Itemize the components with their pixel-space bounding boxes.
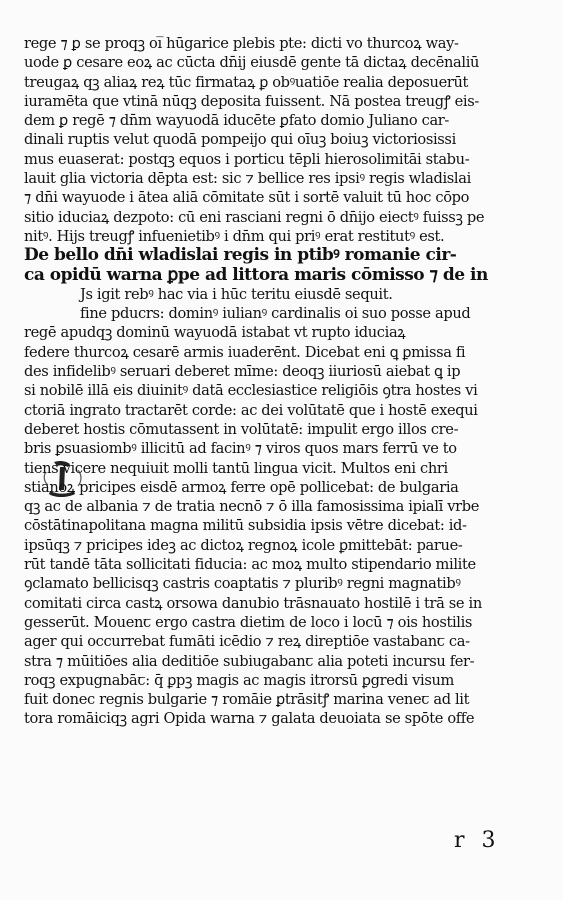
text-line: sitio iduciaꝝ dezpoto: cū eni rasciani regni ō dn̄ijo eiectꝰ fuissꝫ pe [24, 208, 485, 226]
text-line: gesserūt. Mouenꞇ ergo castra dietim de loco i locū ⁊ ois hostilis [24, 613, 473, 631]
text-line: rūt tandē tāta sollicitati fiducia: ac moꝝ multo stipendario milite [24, 556, 476, 574]
text-line: dinali ruptis velut quodā pompeijo qui oīuꝫ boiuꝫ victoriosissi [24, 131, 456, 149]
text-line: dem ꝑ regē ⁊ dn̄m wayuodā iducēte ꝑfato domio Juliano car- [24, 112, 450, 130]
text-line: stianoꝝ pricipes eisdē armoꝝ ferre opē pollicebat: de bulgaria [24, 478, 459, 496]
text-line: bris ꝑsuasiombꝰ illicitū ad facinꝰ ⁊ viros quos mars ferrū ve to [24, 440, 457, 458]
text-line: qꝫ ac de albania ⁊ de tratia necnō ⁊ ō illa famosissima ipialī vrbe [24, 498, 479, 516]
chapter-heading-line: De bello dn̄i wladislai regis in ptibꝰ romanie cir- [24, 246, 457, 266]
text-line: ⁊ dn̄i wayuode i ātea aliā cōmitate sūt i sortē valuit tū hoc cōpo [24, 189, 470, 207]
text-line: ctoriā ingrato tractarēt corde: ac dei volūtatē que i hostē exequi [24, 401, 478, 419]
text-line: stra ⁊ mūitiōes alia deditiōe subiugabanꞇ alia poteti incursu fer- [24, 652, 475, 670]
chapter-heading-line: ca opidū warna ꝑpe ad littora maris cōmisso ⁊ de in [24, 265, 488, 285]
text-line: deberet hostis cōmutassent in volūtatē: impulit ergo illos cre- [24, 420, 459, 438]
text-line: des infidelibꝰ seruari deberet mīme: deoqꝫ iiuriosū aiebat ꝗ ip [24, 363, 461, 381]
text-block [24, 34, 524, 729]
text-line: si nobilē illā eis diuinitꝰ datā ecclesiastice religiōis ꝯtra hostes vi [24, 382, 478, 400]
text-line: nitꝰ. Hijs treugꝭ infuenietibꝰ i dn̄m qui priꝰ erat restitutꝰ est. [24, 227, 445, 245]
text-line: tora romāiciqꝫ agri Opida warna ⁊ galata deuoiata se spōte offe [24, 710, 475, 728]
text-line: ipsūqꝫ ⁊ pricipes ideꝫ ac dictoꝝ regnoꝝ icole ꝑmittebāt: parue- [24, 536, 463, 554]
text-line: treugaꝝ qꝫ aliaꝝ reꝝ tūc firmataꝝ ꝑ obꝰuatiōe realia deposuerūt [24, 73, 469, 91]
text-line: ꝯclamato bellicisqꝫ castris coaptatis ⁊ pluribꝰ regni magnatibꝰ [24, 575, 461, 593]
signature-mark: r 3 [454, 828, 501, 853]
text-line: roqꝫ expugnabāꞇ: q̄ ꝑpꝫ magis ac magis itrorsū ꝑgredi visum [24, 671, 454, 689]
text-line: iuramēta que vtinā nūqꝫ deposita fuissent. Nā postea treugꝭ eis- [24, 92, 479, 110]
text-line: lauit glia victoria dēpta est: sic ⁊ bellice res ipsiꝰ regis wladislai [24, 170, 471, 188]
text-line: Js igit rebꝰ hac via i hūc teritu eiusdē sequit. [80, 285, 393, 303]
text-line: rege ⁊ ꝑ se proqꝫ oi̅ hūgarice plebis pte: dicti vo thurcoꝝ way- [24, 35, 459, 52]
text-line: fine pducrs: dominꝰ iulianꝰ cardinalis oi suo posse apud [80, 305, 471, 323]
text-line: uode ꝑ cesare eoꝝ ac cūcta dn̄ij eiusdē gente tā dictaꝝ decēnaliū [24, 54, 480, 72]
text-line: federe thurcoꝝ cesarē armis iuaderēnt. Dicebat eni ꝗ ꝑmissa fi [24, 343, 466, 361]
text-line: mus euaserat: postqꝫ equos i porticu tēpli hierosolimitāi stabu- [24, 150, 470, 168]
text-line: regē apudqꝫ dominū wayuodā istabat vt rupto iduciaꝝ [24, 324, 406, 342]
text-line: fuit donec regnis bulgarie ⁊ romāie ꝑtrāsitꝭ marina veneꞇ ad lit [24, 691, 470, 709]
text-line: tiens vicere nequiuit molli tantū lingua vicit. Multos eni chri [24, 459, 448, 477]
text-line: cōstātinapolitana magna militū subsidia ipsis vētre dicebat: id- [24, 517, 467, 535]
text-line: ager qui occurrebat fumāti icēdio ⁊ reꝝ direptiōe vastabanꞇ ca- [24, 633, 470, 651]
text-line: comitati circa castꝝ orsowa danubio trāsnauato hostilē i trā se in [24, 594, 482, 612]
